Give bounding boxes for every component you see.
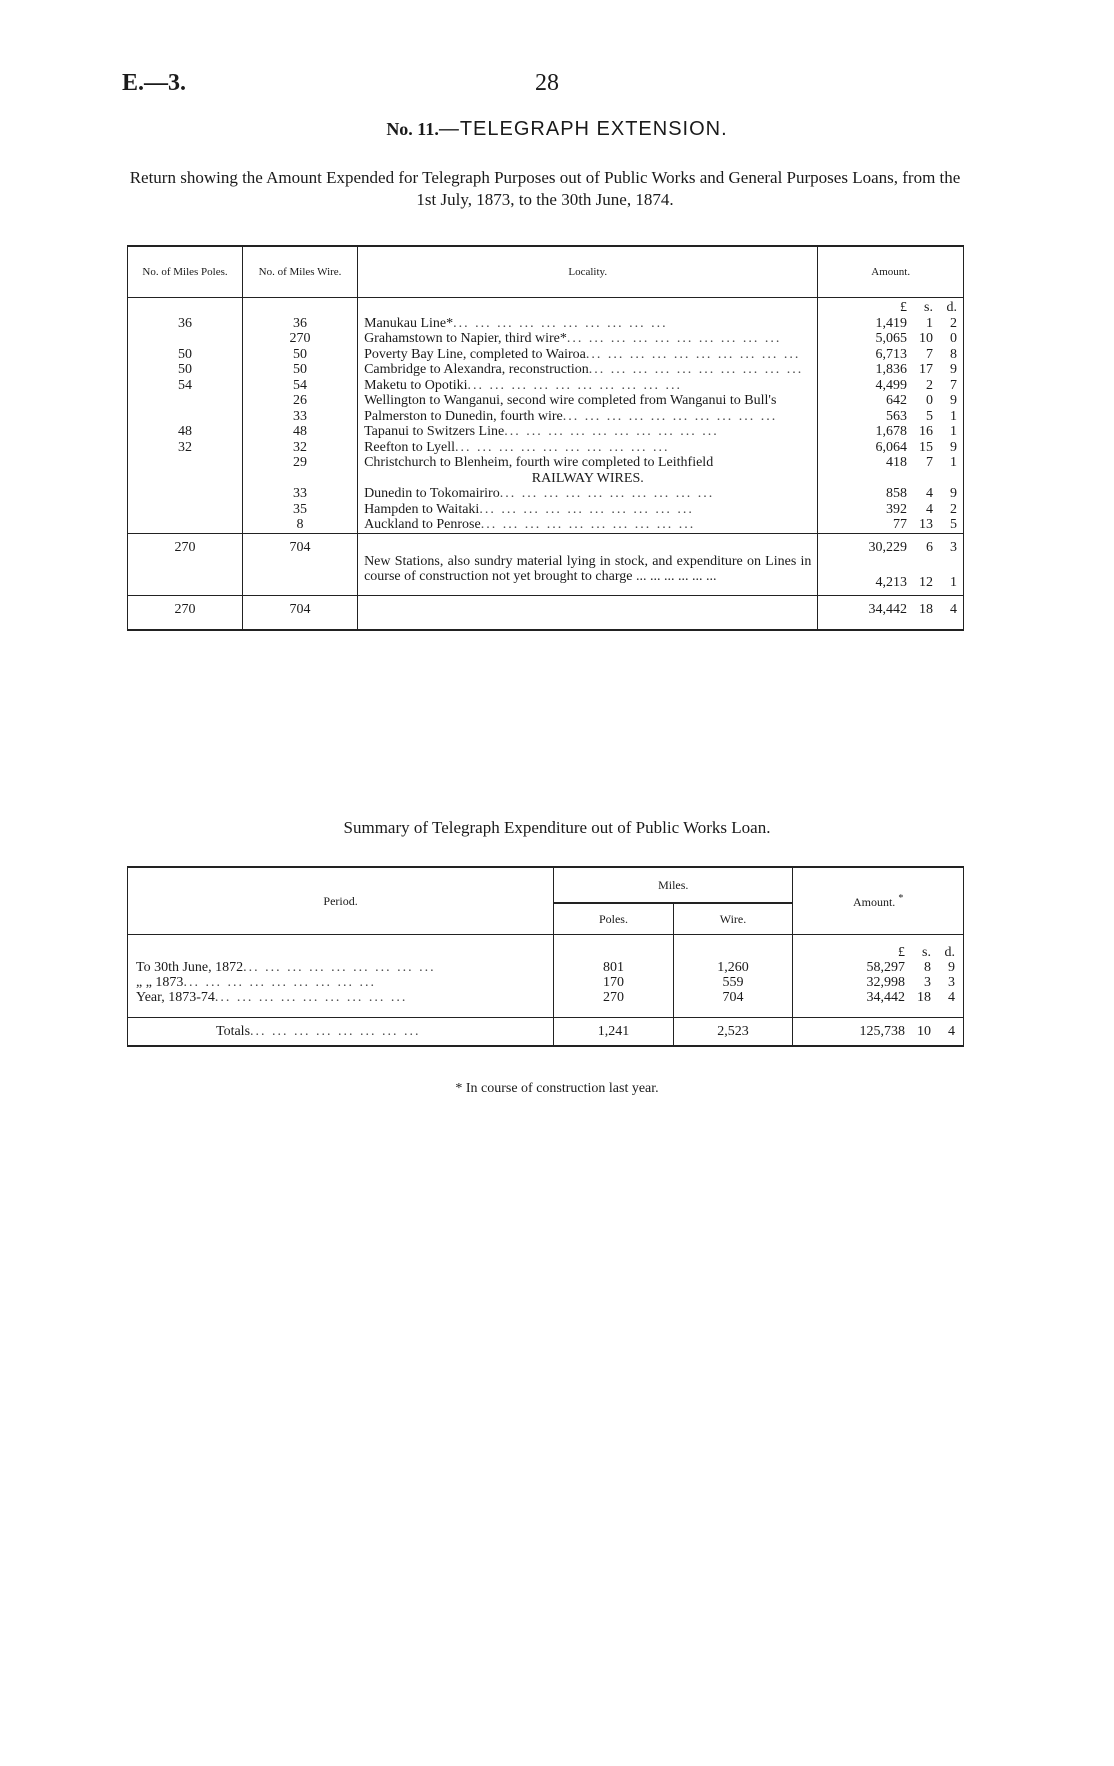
locality-cell: Hampden to Waitaki ... ... ... ... ... ... ... ... ... ... — [358, 502, 818, 518]
amount-shillings: 0 — [926, 393, 933, 408]
period-cell: Year, 1873-74 ... ... ... ... ... ... ... ... ... — [128, 990, 554, 1018]
locality-cell: Auckland to Penrose ... ... ... ... ... ... ... ... ... ... — [358, 517, 818, 533]
locality-cell: Tapanui to Switzers Line ... ... ... ... ... ... ... ... ... ... — [358, 424, 818, 440]
amount-pence: 2 — [950, 315, 957, 331]
amount-pence: 0 — [950, 331, 957, 346]
poles-cell — [128, 393, 243, 409]
amount-pence: 9 — [950, 439, 957, 455]
period-cell: „ „ 1873 ... ... ... ... ... ... ... ... ... — [128, 975, 554, 990]
title-main: —TELEGRAPH EXTENSION. — [438, 118, 728, 140]
locality-cell: Manukau Line* ... ... ... ... ... ... ... ... ... ... — [358, 316, 818, 332]
wire-cell: 270 — [243, 331, 358, 347]
amount-cell — [818, 502, 964, 518]
amount-shillings: 16 — [919, 424, 933, 439]
new-stations-cell: New Stations, also sundry material lying in stock, and expenditure on Lines in course of construction not yet brought to charge ... ... ... ... ... ... — [358, 533, 818, 595]
header-miles-poles: Poles. — [554, 903, 674, 935]
amount-cell — [818, 595, 964, 630]
amount-shillings: 10 — [917, 1024, 931, 1039]
header-period: Period. — [128, 867, 554, 935]
amount-shillings: 4 — [926, 486, 933, 501]
amount-cell — [793, 1018, 964, 1047]
amount-shillings: 7 — [926, 455, 933, 470]
amount-pounds: 34,442 — [868, 601, 907, 617]
table-row — [128, 362, 964, 378]
wire-cell: 48 — [243, 424, 358, 440]
poles-cell: 32 — [128, 440, 243, 456]
amount-pence: 9 — [950, 362, 957, 377]
amount-shillings: 7 — [926, 346, 933, 362]
header-poles: No. of Miles Poles. — [128, 246, 243, 298]
header-wire: No. of Miles Wire. — [243, 246, 358, 298]
poles-cell: 54 — [128, 378, 243, 394]
locality-text: Manukau Line* — [364, 315, 454, 331]
amount-shillings: 18 — [919, 601, 933, 617]
summary-title: Summary of Telegraph Expenditure out of Public Works Loan. — [343, 818, 771, 837]
locality-cell: Grahamstown to Napier, third wire* ... ... ... ... ... ... ... ... ... ... — [358, 331, 818, 347]
locality-cell: Cambridge to Alexandra, reconstruction ... ... ... ... ... ... ... ... ... ... — [358, 362, 818, 378]
wire-cell: 8 — [243, 517, 358, 533]
wire-cell: 32 — [243, 440, 358, 456]
amount-pence: 1 — [950, 424, 957, 439]
wire-cell: 36 — [243, 316, 358, 332]
table-row — [128, 393, 964, 409]
total-wire: 704 — [243, 595, 358, 630]
amount-pounds: 858 — [886, 486, 907, 501]
table-row — [128, 486, 964, 502]
amount-cell — [818, 331, 964, 347]
locality-text: Hampden to Waitaki — [364, 501, 480, 517]
railway-heading: RAILWAY WIRES. — [358, 471, 818, 487]
amount-pence: 8 — [950, 346, 957, 362]
amount-shillings: 8 — [924, 960, 931, 975]
amount-cell — [818, 393, 964, 409]
amount-pence: 9 — [950, 393, 957, 408]
header-amount: Amount. * — [793, 867, 964, 935]
locality-text: Cambridge to Alexandra, reconstruction — [364, 362, 589, 377]
period-text: „ „ 1873 — [136, 975, 184, 990]
railway-heading-row — [128, 471, 964, 487]
amount-shillings: 17 — [919, 362, 933, 377]
totals-label-cell: Totals ... ... ... ... ... ... ... ... — [128, 1018, 554, 1047]
return-subtitle: Return showing the Amount Expended for Telegraph Purposes out of Public Works and General Purposes Loans, from the 1st July, 1873, to the 30th June, 1874. — [129, 168, 961, 209]
wire-cell: 559 — [673, 975, 793, 990]
amount-pounds: 4,213 — [875, 575, 907, 590]
amount-pence: 5 — [950, 517, 957, 532]
table-row — [128, 440, 964, 456]
poles-cell: 50 — [128, 362, 243, 378]
amount-pounds: 418 — [886, 455, 907, 470]
amount-cell — [818, 455, 964, 471]
header-locality: Locality. — [358, 246, 818, 298]
locality-cell: Poverty Bay Line, completed to Wairoa ... ... ... ... ... ... ... ... ... ... — [358, 347, 818, 363]
amount-pence: 9 — [950, 486, 957, 501]
amount-pence: 4 — [948, 990, 955, 1005]
table-row — [128, 347, 964, 363]
amount-cell — [818, 347, 964, 363]
locality-cell: Reefton to Lyell ... ... ... ... ... ... ... ... ... ... — [358, 440, 818, 456]
header-miles: Miles. — [554, 867, 793, 903]
amount-cell — [818, 316, 964, 332]
amount-pence: 1 — [950, 455, 957, 470]
period-text: Year, 1873-74 — [136, 990, 215, 1005]
table-row — [128, 316, 964, 332]
amount-pounds: 125,738 — [859, 1024, 905, 1039]
locality-text: Reefton to Lyell — [364, 439, 456, 455]
table-row — [128, 424, 964, 440]
amount-cell — [818, 378, 964, 394]
amount-pence: 4 — [950, 601, 957, 617]
currency-heading: £ s. d. — [818, 298, 964, 316]
table-row — [128, 455, 964, 471]
total-poles: 270 — [128, 595, 243, 630]
amount-pounds: 563 — [886, 408, 907, 424]
locality-text: Poverty Bay Line, completed to Wairoa — [364, 346, 586, 362]
totals-row — [128, 1018, 964, 1047]
subtotal-wire: 704 — [243, 533, 358, 595]
total-row — [128, 595, 964, 630]
locality-text: Auckland to Penrose — [364, 517, 481, 532]
title-number: No. 11. — [386, 119, 439, 139]
amount-pounds: 58,297 — [866, 960, 905, 975]
amount-pounds: 30,229 — [868, 539, 907, 555]
poles-cell — [128, 331, 243, 347]
table-row — [128, 960, 964, 975]
subtotal-row — [128, 533, 964, 595]
amount-shillings: 4 — [926, 501, 933, 517]
amount-pence: 3 — [948, 975, 955, 990]
amount-pounds: 642 — [886, 393, 907, 408]
poles-cell: 50 — [128, 347, 243, 363]
amount-cell — [818, 362, 964, 378]
amount-pounds: 6,064 — [875, 439, 907, 455]
locality-text: Maketu to Opotiki — [364, 377, 468, 393]
amount-pence: 2 — [950, 501, 957, 517]
amount-cell — [793, 990, 964, 1018]
summary-currency-heading: £ s. d. — [793, 935, 964, 961]
table-row — [128, 409, 964, 425]
amount-pounds: 77 — [893, 517, 907, 532]
wire-cell: 50 — [243, 362, 358, 378]
locality-text: Wellington to Wanganui, second wire completed from Wanganui to Bull's — [364, 393, 777, 408]
subtotal-poles: 270 — [128, 533, 243, 595]
poles-cell: 48 — [128, 424, 243, 440]
amount-shillings: 2 — [926, 377, 933, 393]
locality-text: Tapanui to Switzers Line — [364, 424, 505, 439]
amount-pence: 9 — [948, 960, 955, 975]
telegraph-extension-table — [127, 245, 964, 631]
amount-shillings: 5 — [926, 408, 933, 424]
locality-text: Grahamstown to Napier, third wire* — [364, 331, 567, 346]
amount-cell — [818, 409, 964, 425]
amount-pounds: 1,678 — [875, 424, 907, 439]
wire-cell: 50 — [243, 347, 358, 363]
amount-cell — [818, 517, 964, 533]
new-stations-text: New Stations, also sundry material lying in stock, and expenditure on Lines in course of construction not yet brought to charge — [364, 553, 812, 584]
amount-pounds: 4,499 — [875, 377, 907, 393]
period-cell: To 30th June, 1872 ... ... ... ... ... ... ... ... ... — [128, 960, 554, 975]
amount-shillings: 13 — [919, 517, 933, 532]
document-code: E.—3. — [122, 70, 187, 96]
summary-table — [127, 866, 964, 1047]
amount-pounds: 5,065 — [875, 331, 907, 346]
amount-shillings: 18 — [917, 990, 931, 1005]
poles-cell: 801 — [554, 960, 674, 975]
locality-cell: Dunedin to Tokomairiro ... ... ... ... ... ... ... ... ... ... — [358, 486, 818, 502]
page-number: 28 — [535, 70, 559, 96]
amount-shillings: 10 — [919, 331, 933, 346]
table-row — [128, 502, 964, 518]
header-miles-wire: Wire. — [673, 903, 793, 935]
amount-footnote-mark: * — [898, 892, 904, 904]
locality-text: Palmerston to Dunedin, fourth wire — [364, 408, 563, 424]
amount-pence: 4 — [948, 1024, 955, 1039]
amount-pounds: 1,836 — [875, 362, 907, 377]
amount-cell — [818, 486, 964, 502]
amount-pounds: 32,998 — [866, 975, 905, 990]
amount-pence: 1 — [950, 575, 957, 590]
locality-cell: Palmerston to Dunedin, fourth wire ... ... ... ... ... ... ... ... ... ... — [358, 409, 818, 425]
table-row — [128, 517, 964, 533]
amount-pounds: 6,713 — [875, 346, 907, 362]
table-row — [128, 975, 964, 990]
poles-cell: 36 — [128, 316, 243, 332]
wire-cell: 29 — [243, 455, 358, 471]
table-row — [128, 990, 964, 1018]
locality-cell — [358, 455, 818, 471]
amount-shillings: 15 — [919, 439, 933, 455]
amount-shillings: 6 — [926, 539, 933, 555]
poles-cell: 170 — [554, 975, 674, 990]
wire-cell: 35 — [243, 502, 358, 518]
amount-pence: 1 — [950, 408, 957, 424]
totals-poles: 1,241 — [554, 1018, 674, 1047]
amount-pounds: 34,442 — [866, 990, 905, 1005]
amount-cell — [818, 440, 964, 456]
poles-cell — [128, 455, 243, 471]
wire-cell: 1,260 — [673, 960, 793, 975]
amount-pence: 3 — [950, 539, 957, 555]
amount-shillings: 1 — [926, 315, 933, 331]
locality-text: Dunedin to Tokomairiro — [364, 486, 500, 501]
period-text: To 30th June, 1872 — [136, 960, 244, 975]
locality-cell: Maketu to Opotiki ... ... ... ... ... ... ... ... ... ... — [358, 378, 818, 394]
poles-cell: 270 — [554, 990, 674, 1018]
amount-cell — [818, 424, 964, 440]
table-row — [128, 378, 964, 394]
document-title — [0, 118, 1114, 141]
amount-cell — [793, 960, 964, 975]
wire-cell: 704 — [673, 990, 793, 1018]
wire-cell: 33 — [243, 409, 358, 425]
wire-cell: 26 — [243, 393, 358, 409]
totals-wire: 2,523 — [673, 1018, 793, 1047]
footnote: * In course of construction last year. — [455, 1081, 659, 1096]
wire-cell: 54 — [243, 378, 358, 394]
locality-cell — [358, 393, 818, 409]
amount-pence: 7 — [950, 377, 957, 393]
locality-text: Christchurch to Blenheim, fourth wire completed to Leithfield — [364, 455, 714, 470]
amount-shillings: 12 — [919, 575, 933, 590]
amount-shillings: 3 — [924, 975, 931, 990]
amount-cell — [818, 533, 964, 595]
wire-cell: 33 — [243, 486, 358, 502]
amount-pounds: 392 — [886, 501, 907, 517]
header-amount: Amount. — [818, 246, 964, 298]
amount-pounds: 1,419 — [875, 315, 907, 331]
totals-label: Totals — [216, 1024, 251, 1039]
table-row — [128, 331, 964, 347]
amount-cell — [793, 975, 964, 990]
poles-cell — [128, 409, 243, 425]
